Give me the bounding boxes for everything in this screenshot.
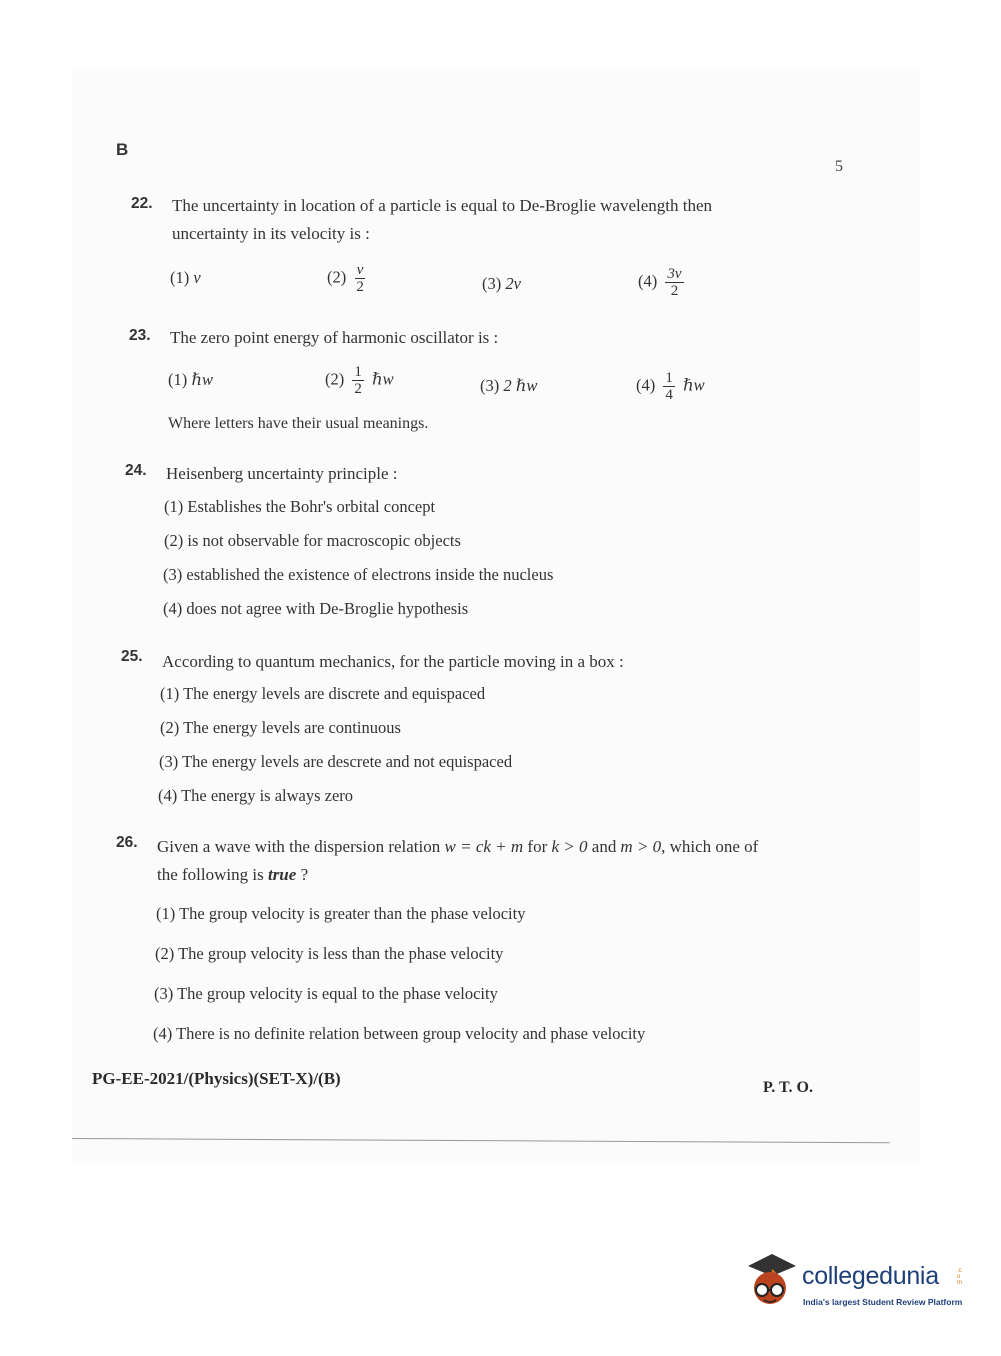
text-part: the following is [157,865,264,884]
option-label: (4) [153,1024,173,1043]
option-label: (3) [163,565,183,584]
option-2 [160,718,401,738]
option-fraction [663,370,675,403]
option-value: 2v [505,274,521,293]
fraction-denominator: 2 [354,381,362,397]
option-text: Establishes the Bohr's orbital concept [187,497,436,516]
option-4 [163,599,468,619]
option-label: (2) [160,718,180,737]
option-label: (4) [636,375,656,395]
fraction-denominator: 2 [670,283,679,299]
option-label: (3) [480,376,500,395]
option-text: does not agree with De-Broglie hypothesis [186,599,469,618]
option-suffix: ℏw [372,369,394,389]
option-4 [638,266,688,299]
option-fraction [354,262,366,295]
option-3 [163,565,553,585]
option-label: (4) [638,271,658,291]
option-label: (4) [158,786,178,805]
fraction-denominator: 4 [665,387,673,403]
option-1 [170,268,201,288]
text-part: and [591,837,617,856]
text-part: for [527,837,548,856]
option-3 [480,376,537,396]
option-label: (4) [163,599,183,618]
option-fraction [352,364,364,397]
option-fraction [665,266,683,299]
fraction-denominator: 2 [356,279,364,295]
set-label: B [116,140,129,159]
brand-domain: .com [957,1268,962,1286]
question-number: 25. [121,648,143,665]
condition-k: k > 0 [551,837,588,856]
question-text: According to quantum mechanics, for the particle moving in a box : [162,652,624,671]
option-text: The group velocity is less than the phase velocity [178,944,504,963]
option-text: The group velocity is equal to the phase velocity [177,984,498,1003]
option-label: (2) [164,531,184,550]
option-4 [636,370,705,403]
question-number: 22. [131,195,153,212]
option-1 [160,684,485,704]
question-text-line2 [157,861,308,889]
question-number: 26. [116,834,138,851]
option-label: (1) [168,370,188,389]
option-label: (3) [159,752,179,771]
option-label: (3) [154,984,174,1003]
option-text: The energy levels are descrete and not equispaced [182,752,513,771]
fraction-numerator: 1 [665,370,673,386]
option-3 [482,274,521,294]
option-text: The energy levels are discrete and equispaced [183,684,486,703]
fraction-numerator: v [356,262,364,278]
question-text-line1: The uncertainty in location of a particle is equal to De-Broglie wavelength then [172,196,713,215]
option-value: v [193,268,201,287]
option-label: (1) [160,684,180,703]
option-4 [153,1024,645,1044]
option-label: (1) [164,497,184,516]
paper-code: PG-EE-2021/(Physics)(SET-X)/(B) [92,1069,341,1088]
option-text: The energy is always zero [181,786,354,805]
option-text: The energy levels are continuous [183,718,401,737]
question-number: 23. [129,327,151,344]
option-2 [325,364,394,397]
option-label: (1) [170,268,190,287]
brand-watermark [742,1250,972,1320]
fraction-numerator: 3v [667,266,682,282]
pto-label: P. T. O. [763,1079,813,1096]
option-label: (2) [155,944,175,963]
text-part: Given a wave with the dispersion relation [157,837,441,856]
question-text: Heisenberg uncertainty principle : [166,464,398,483]
question-text: The zero point energy of harmonic oscillator is : [170,328,499,347]
option-3 [159,752,512,772]
option-2 [327,262,370,295]
question-text-line2: uncertainty in its velocity is : [172,224,370,243]
text-part: , which one of [661,837,759,856]
option-3 [154,984,498,1004]
option-1 [164,497,435,517]
dispersion-relation: w = ck + m [444,837,524,856]
fraction-numerator: 1 [354,364,362,380]
option-text: There is no definite relation between group velocity and phase velocity [176,1024,646,1043]
option-label: (2) [325,369,345,389]
question-number: 24. [125,462,147,479]
option-value: 2 ℏw [503,376,538,395]
option-label: (2) [327,267,347,287]
brand-tagline: India's largest Student Review Platform [803,1297,963,1307]
option-value: ℏw [191,370,214,389]
option-text: is not observable for macroscopic objects [187,531,461,550]
option-2 [155,944,503,964]
condition-m: m > 0 [620,837,662,856]
brand-name: collegedunia [802,1262,939,1290]
option-text: established the existence of electrons inside the nucleus [186,565,554,584]
question-text-line1 [157,833,758,861]
option-1 [156,904,525,924]
option-label: (3) [482,274,502,293]
option-text: The group velocity is greater than the phase velocity [179,904,526,923]
question-note: Where letters have their usual meanings. [168,415,429,432]
brand-mascot-icon [742,1250,802,1312]
option-4 [158,786,353,806]
option-label: (1) [156,904,176,923]
emphasis-word: true [267,865,297,884]
option-2 [164,531,461,551]
page-number: 5 [835,158,843,175]
option-1 [168,370,213,390]
option-suffix: ℏw [683,375,705,395]
text-part: ? [300,865,309,884]
